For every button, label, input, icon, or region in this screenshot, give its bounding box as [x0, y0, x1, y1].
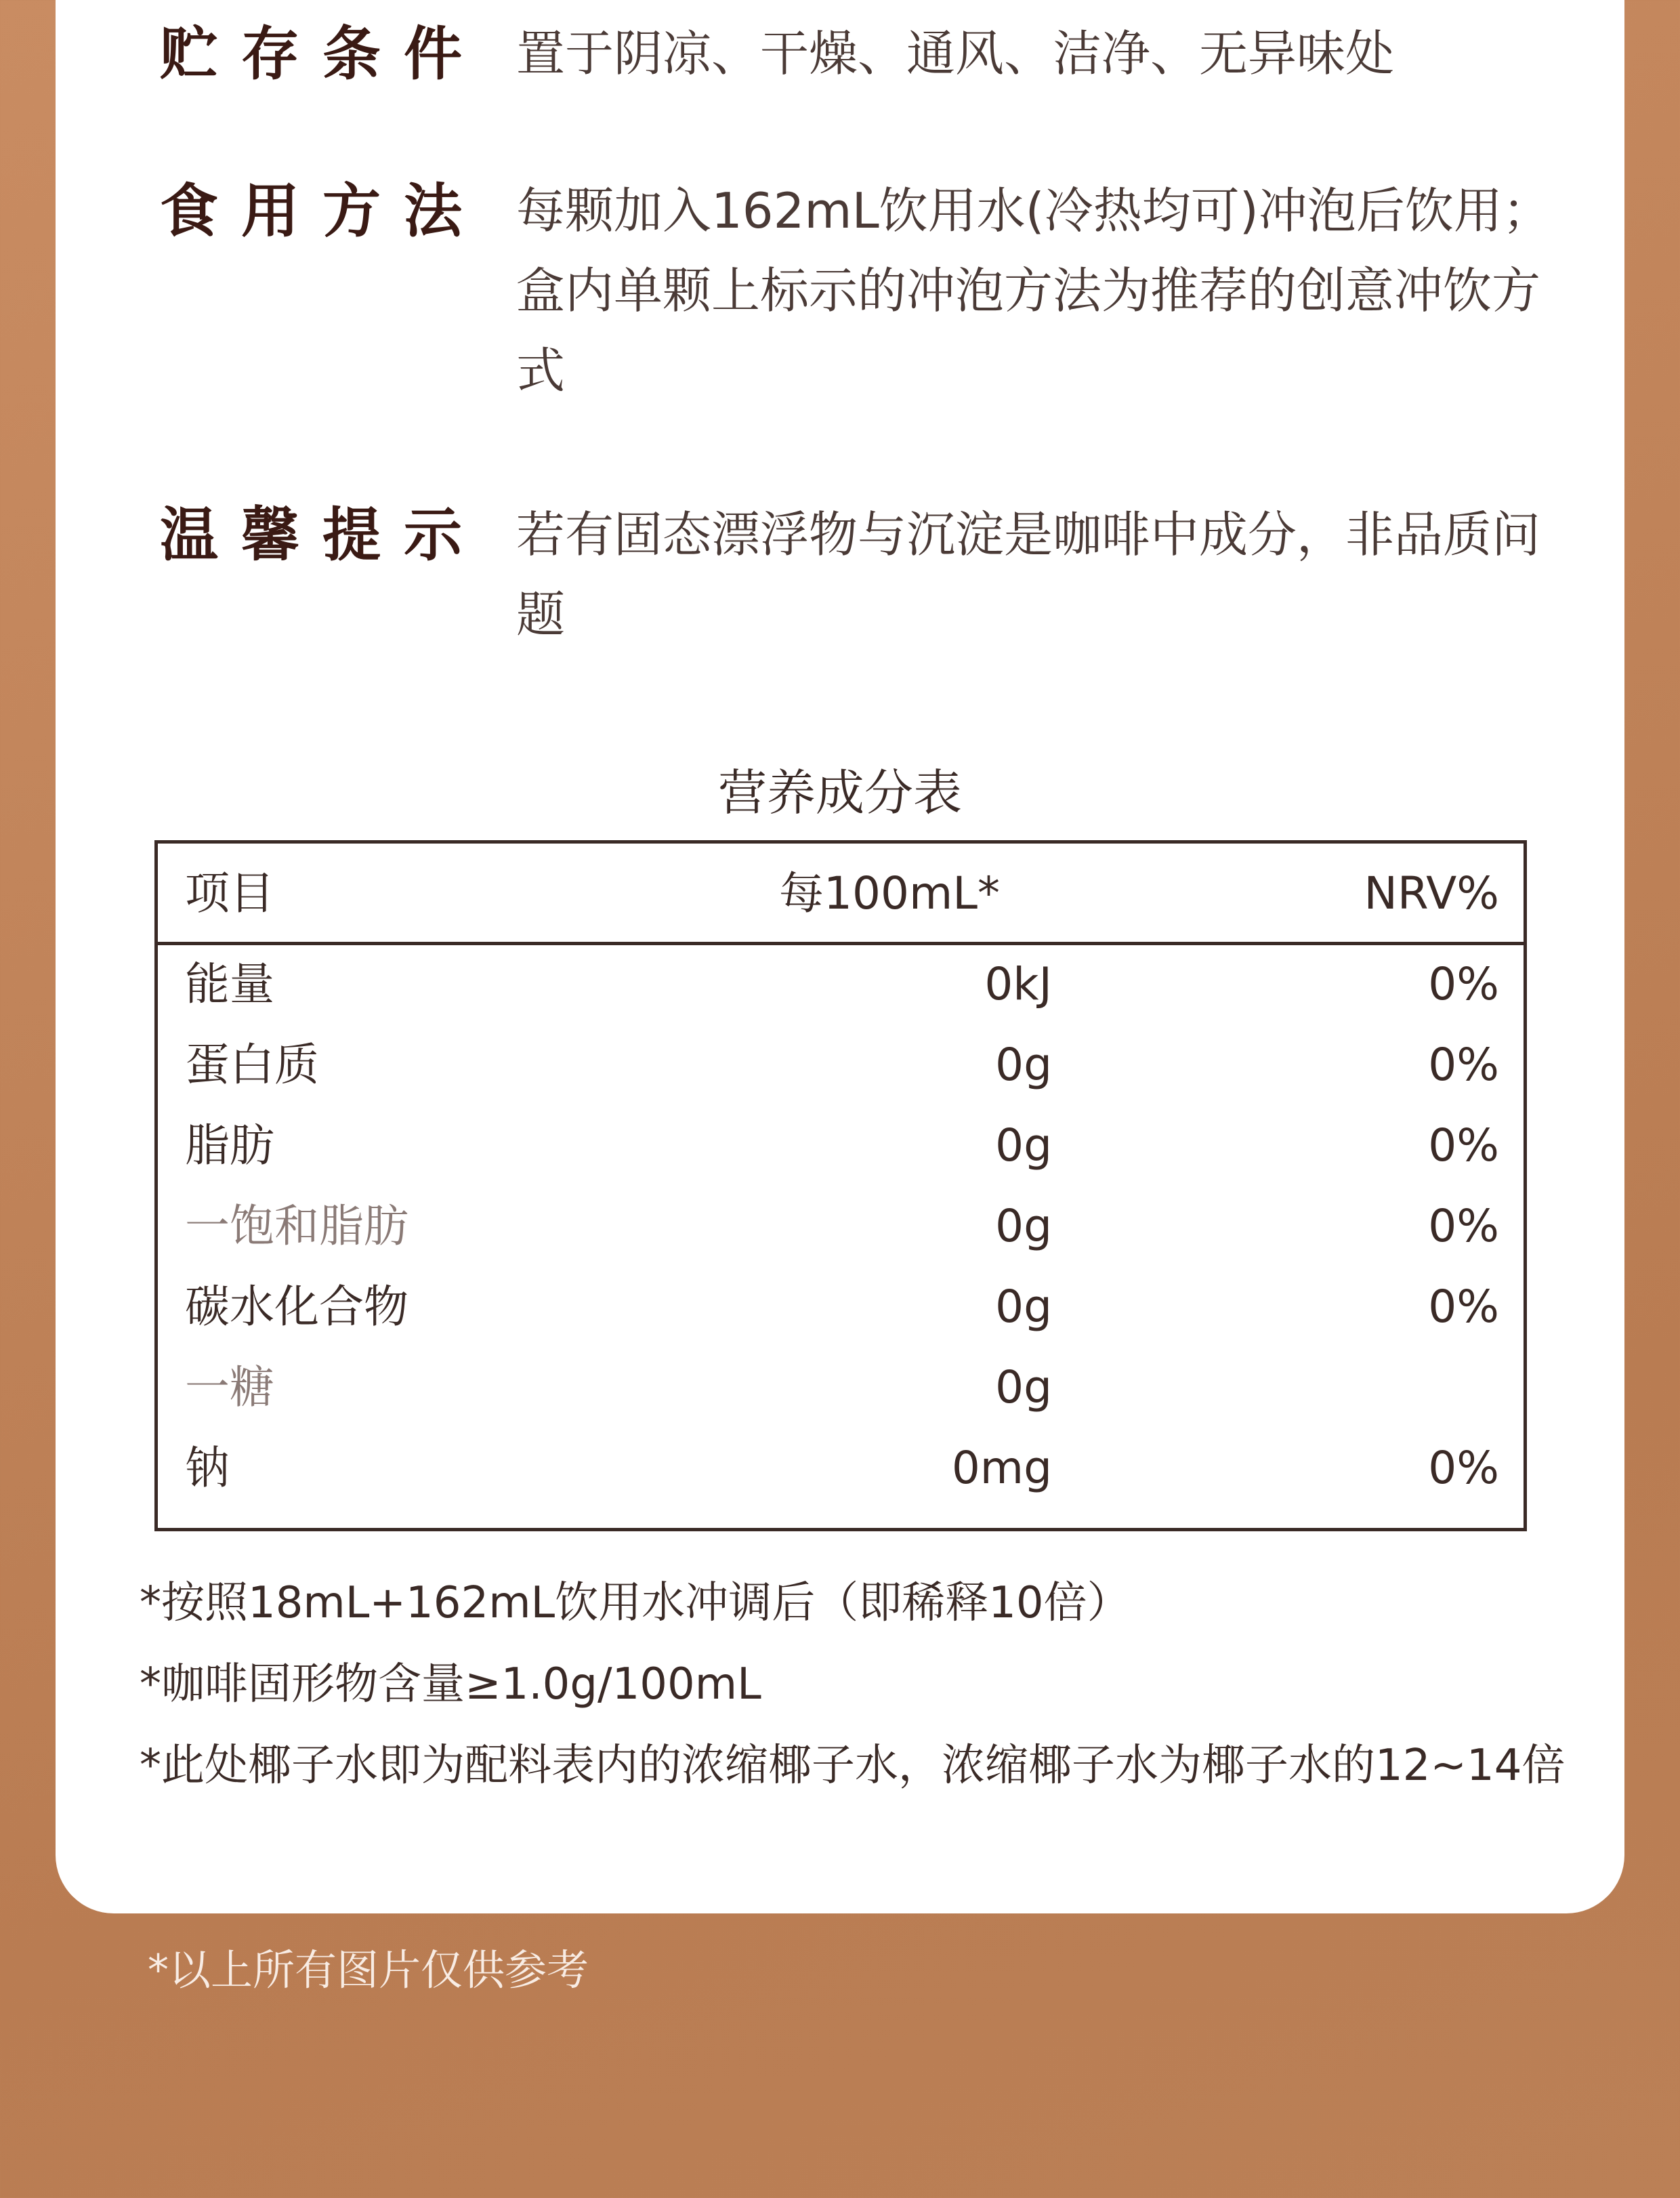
row-sodium-value: 0mg — [951, 1442, 1052, 1494]
row-saturated-fat-value: 0g — [995, 1200, 1052, 1252]
image-disclaimer: *以上所有图片仅供参考 — [148, 1945, 589, 1995]
header-per-100ml: 每100mL* — [778, 867, 1001, 919]
row-sodium-item: 钠 — [185, 1442, 230, 1494]
nutrition-table-title: 营养成分表 — [717, 764, 962, 821]
row-energy-value: 0kJ — [984, 958, 1052, 1010]
row-sodium-nrv: 0% — [1428, 1442, 1499, 1494]
tips-text: 若有固态漂浮物与沉淀是咖啡中成分，非品质问题 — [516, 506, 1541, 643]
row-fat-item: 脂肪 — [185, 1119, 274, 1171]
usage-label: 食用方法 — [160, 178, 485, 245]
storage-label: 贮存条件 — [160, 20, 485, 88]
row-fat-nrv: 0% — [1428, 1119, 1499, 1171]
row-fat-value: 0g — [995, 1119, 1052, 1171]
row-carbohydrate-item: 碳水化合物 — [185, 1281, 408, 1333]
row-energy-item: 能量 — [185, 958, 274, 1010]
footnote-coffee-solids: *咖啡固形物含量≥1.0g/100mL — [140, 1659, 761, 1709]
header-nrv: NRV% — [1364, 867, 1499, 919]
nutrition-table-header — [158, 844, 1524, 945]
header-item: 项目 — [185, 867, 274, 919]
row-energy-nrv: 0% — [1428, 958, 1499, 1010]
footnote-dilution: *按照18mL+162mL饮用水冲调后（即稀释10倍） — [140, 1578, 1131, 1628]
row-carbohydrate-nrv: 0% — [1428, 1281, 1499, 1333]
row-sugar-item: 一糖 — [185, 1361, 274, 1413]
row-protein-value: 0g — [995, 1039, 1052, 1091]
footnote-coconut-water: *此处椰子水即为配料表内的浓缩椰子水，浓缩椰子水为椰子水的12~14倍 — [140, 1741, 1566, 1791]
row-protein-nrv: 0% — [1428, 1039, 1499, 1091]
row-saturated-fat-nrv: 0% — [1428, 1200, 1499, 1252]
storage-text: 置于阴凉、干燥、通风、洁净、无异味处 — [516, 25, 1395, 82]
tips-label: 温馨提示 — [160, 501, 485, 569]
row-carbohydrate-value: 0g — [995, 1281, 1052, 1333]
row-saturated-fat-item: 一饱和脂肪 — [185, 1200, 408, 1252]
row-sugar-value: 0g — [995, 1361, 1052, 1413]
nutrition-table — [154, 840, 1527, 1531]
usage-text: 每颗加入162mL饮用水(冷热均可)冲泡后饮用；盒内单颗上标示的冲泡方法为推荐的创意冲饮方式 — [516, 182, 1551, 399]
row-protein-item: 蛋白质 — [185, 1039, 319, 1091]
